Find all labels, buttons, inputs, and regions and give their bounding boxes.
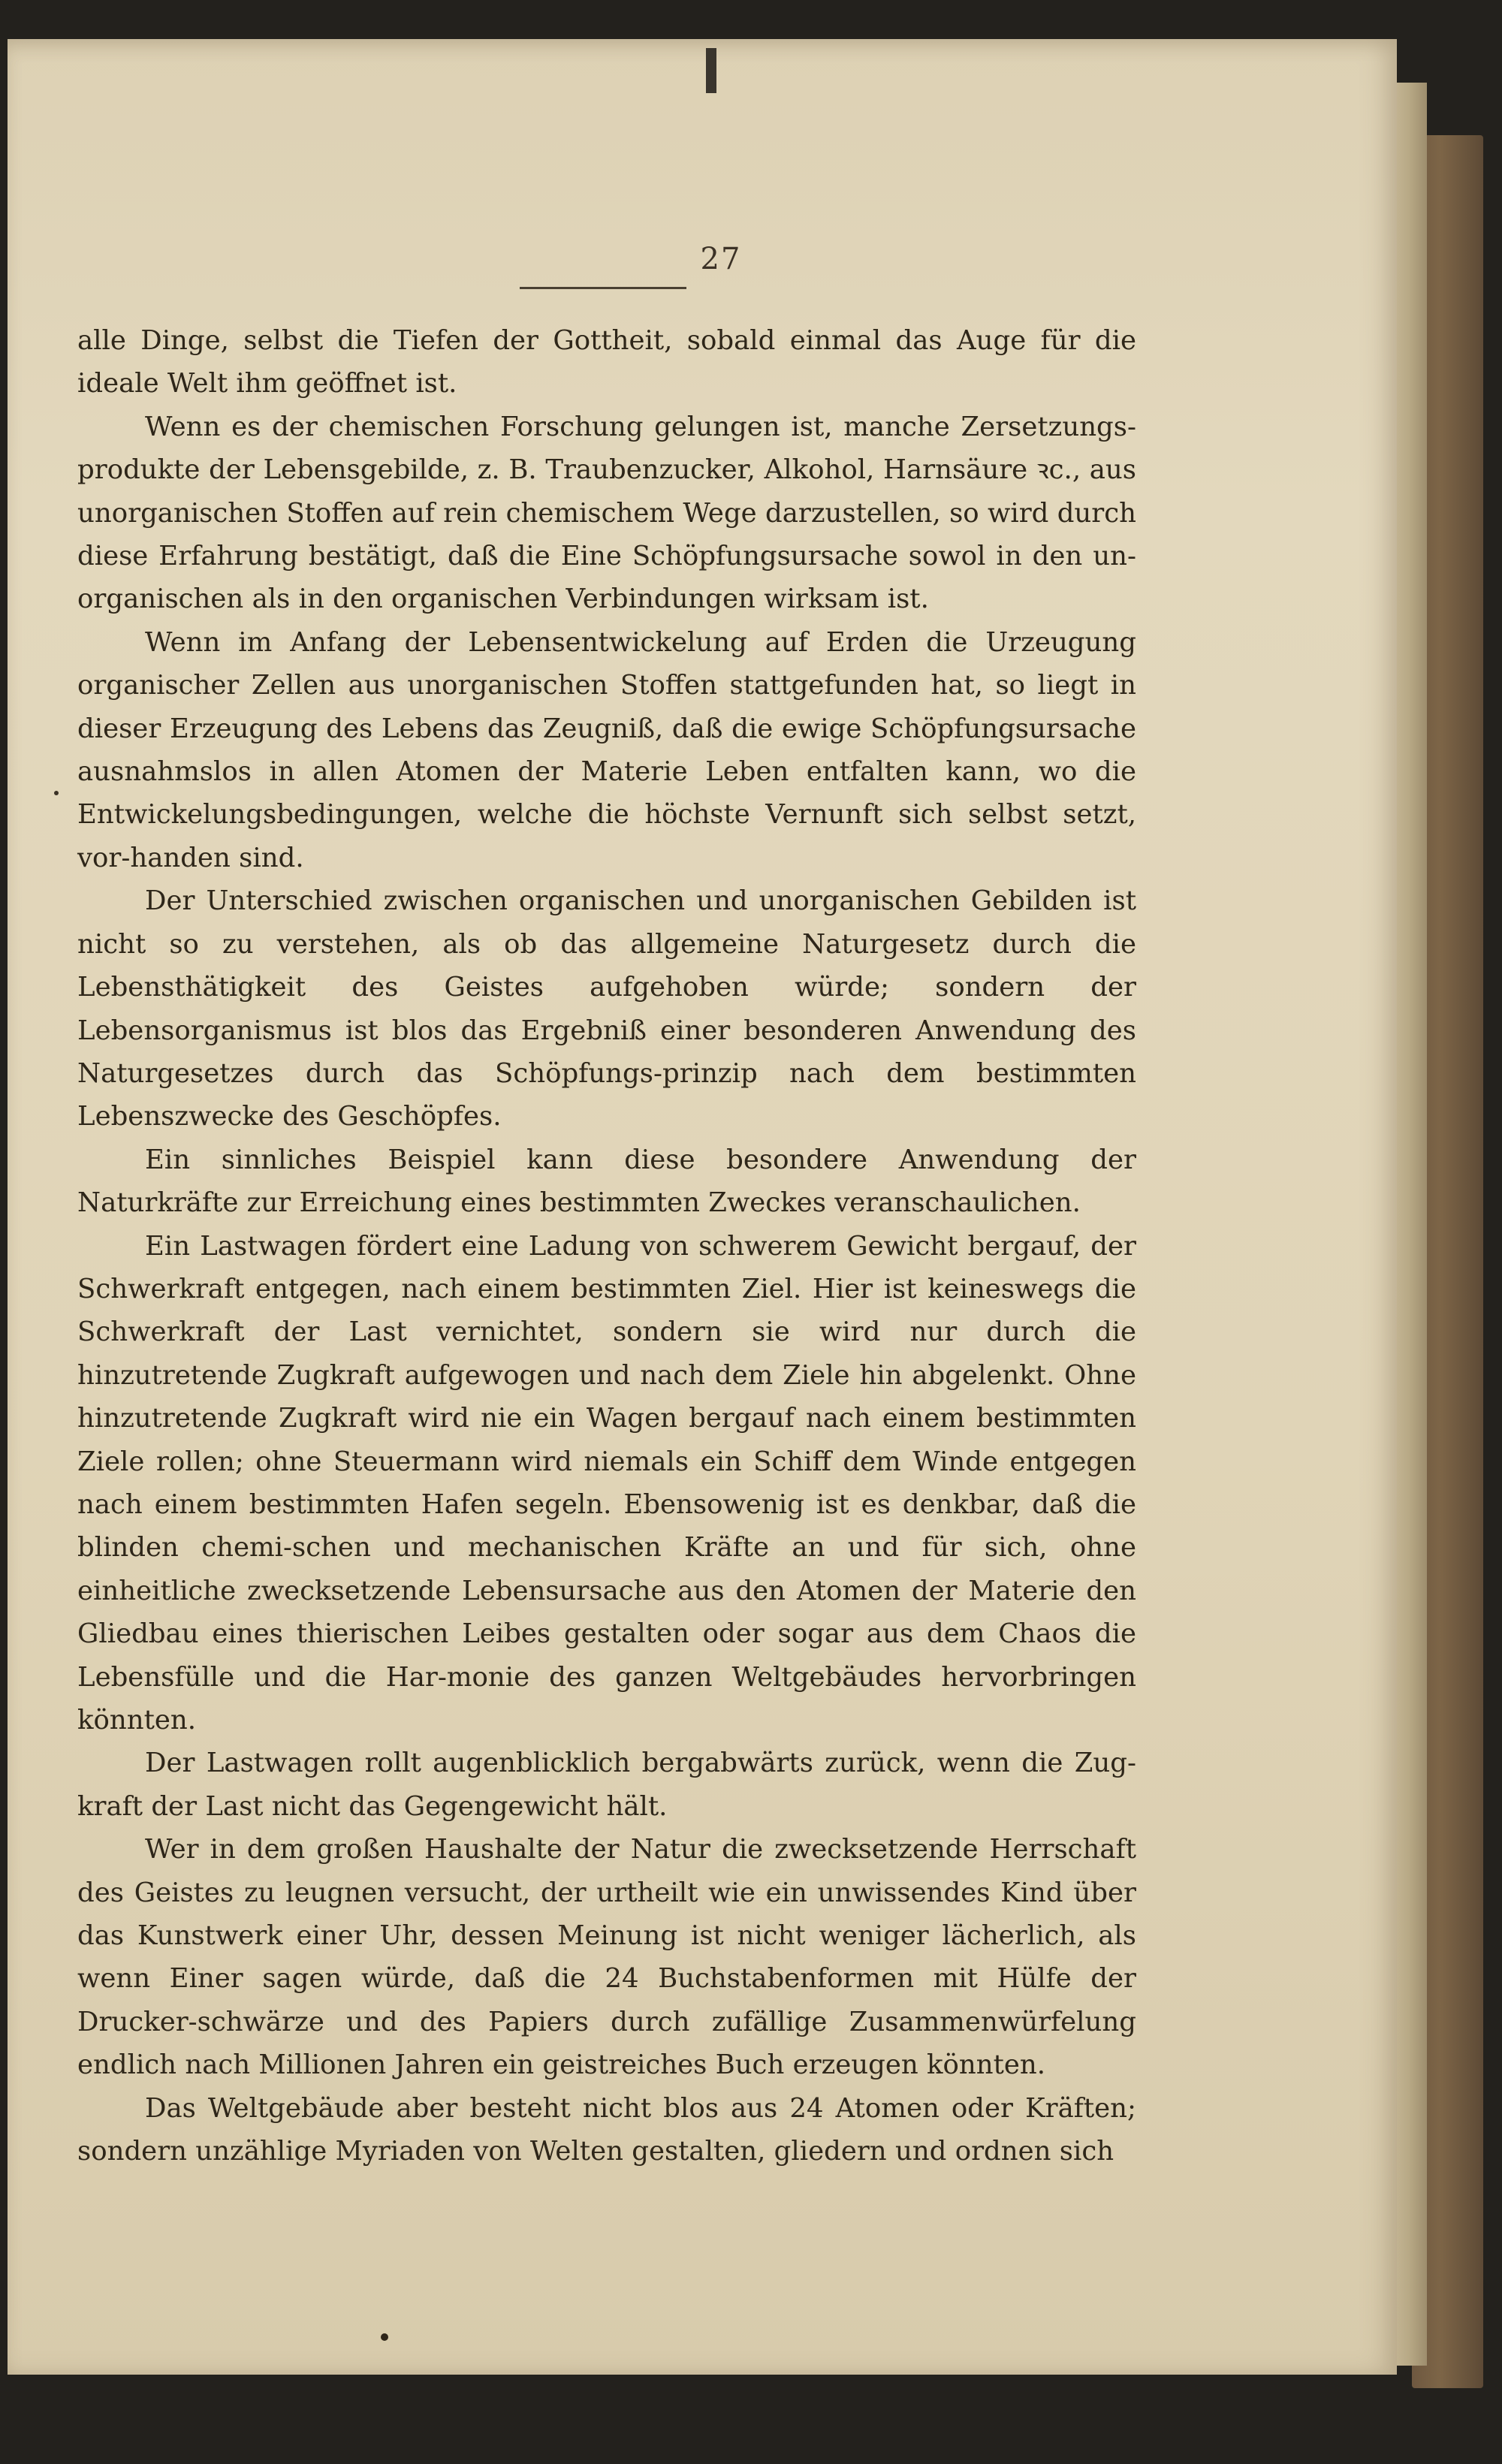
bottom-ink-dot <box>381 2333 388 2341</box>
paragraph-3: Wenn im Anfang der Lebensentwickelung auf Erden die Urzeugung organischer Zellen aus unorganischen Stoffen stattgefunden hat, so liegt in dieser Erzeugung des Lebens das Zeugniß, daß die ewige Schöpfungsursache ausnahmslos in allen Atomen der Materie Leben entfalten kann, wo die Entwickelungsbedingungen, welche die höchste Vernunft sich selbst setzt, vor-handen sind. <box>77 626 1136 873</box>
paragraph-4: Der Unterschied zwischen organischen und unorganischen Gebilden ist nicht so zu verstehen, als ob das allgemeine Naturgesetz durch die Lebensthätigkeit des Geistes aufgehoben würde; sondern der Lebensorganismus ist blos das Ergebniß einer besonderen Anwendung des Naturgesetzes durch das Schöpfungs-prinzip nach dem bestimmten Lebenszwecke des Geschöpfes. <box>77 885 1136 1132</box>
header-rule <box>520 287 686 289</box>
margin-dot <box>54 791 59 795</box>
paragraph-2: Wenn es der chemischen Forschung gelungen ist, manche Zersetzungs-produkte der Lebensgebilde, z. B. Traubenzucker, Alkohol, Harnsäure ꝛc., aus unorganischen Stoffen auf rein chemischem Wege darzustellen, so wird durch diese Erfahrung bestätigt, daß die Eine Schöpfungsursache sowol in den un-organischen als in den organischen Verbindungen wirksam ist. <box>77 411 1136 615</box>
paragraph-6: Ein Lastwagen fördert eine Ladung von schwerem Gewicht bergauf, der Schwerkraft entgegen, nach einem bestimmten Ziel. Hier ist keineswegs die Schwerkraft der Last vernichtet, sondern sie wird nur durch die hinzutretende Zugkraft aufgewogen und nach dem Ziele hin abgelenkt. Ohne hinzutretende Zugkraft wird nie ein Wagen bergauf nach einem bestimmten Ziele rollen; ohne Steuermann wird niemals ein Schiff dem Winde entgegen nach einem bestimmten Hafen segeln. Ebensowenig ist es denkbar, daß die blinden chemi-schen und mechanischen Kräfte an und für sich, ohne einheitliche zwecksetzende Lebensursache aus den Atomen der Materie den Gliedbau eines thierischen Leibes gestalten oder sogar aus dem Chaos die Lebensfülle und die Har-monie des ganzen Weltgebäudes hervorbringen könnten. <box>77 1230 1136 1736</box>
paragraph-5: Ein sinnliches Beispiel kann diese besondere Anwendung der Naturkräfte zur Erreichung eines bestimmten Zweckes veranschaulichen. <box>77 1144 1136 1219</box>
paragraph-7: Der Lastwagen rollt augenblicklich bergabwärts zurück, wenn die Zug-kraft der Last nicht das Gegengewicht hält. <box>77 1748 1136 1822</box>
body-text <box>77 319 1136 2173</box>
binding-mark <box>706 48 716 93</box>
paragraph-8: Wer in dem großen Haushalte der Natur die zwecksetzende Herrschaft des Geistes zu leugnen versucht, der urtheilt wie ein unwissendes Kind über das Kunstwerk einer Uhr, dessen Meinung ist nicht weniger lächerlich, als wenn Einer sagen würde, daß die 24 Buchstabenformen mit Hülfe der Drucker-schwärze und des Papiers durch zufällige Zusammenwürfelung endlich nach Millionen Jahren ein geistreiches Buch erzeugen könnten. <box>77 1834 1136 2081</box>
paragraph-9: Das Weltgebäude aber besteht nicht blos aus 24 Atomen oder Kräften; sondern unzählige Myriaden von Welten gestalten, gliedern und ordnen sich <box>77 2092 1136 2167</box>
page-number: 27 <box>700 242 742 276</box>
paragraph-1: alle Dinge, selbst die Tiefen der Gottheit, sobald einmal das Auge für die ideale Welt ihm geöffnet ist. <box>77 325 1136 400</box>
